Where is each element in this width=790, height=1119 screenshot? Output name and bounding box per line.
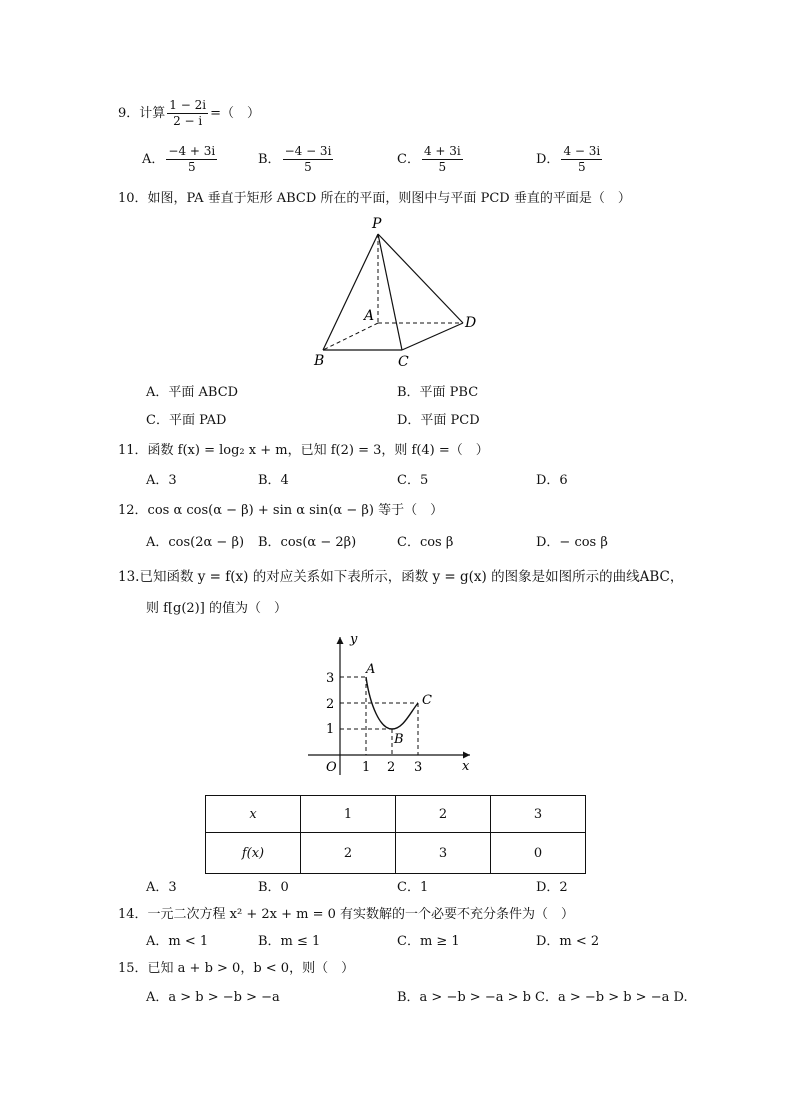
edge-cd — [402, 323, 463, 350]
q13-stem-line1: 13.已知函数 y = f(x) 的对应关系如下表所示，函数 y = g(x) 的图象是如图所示的曲线ABC， — [118, 569, 684, 585]
table-cell: 2 — [396, 796, 491, 833]
edge-pc — [378, 234, 402, 350]
q9-option-c-num: 4 + 3i — [423, 144, 461, 158]
q12-option-c[interactable]: C．cos β — [397, 535, 454, 550]
q9-option-d-label: D． — [536, 152, 560, 167]
vertex-b-label: B — [314, 353, 325, 369]
q9-option-c-label: C． — [397, 152, 420, 167]
q9-frac-num: 1 − 2i — [169, 98, 207, 112]
q9-option-a-num: −4 + 3i — [168, 144, 216, 158]
q11-stem: 11．函数 f(x) = log₂ x + m，已知 f(2) = 3，则 f(4) =（ ） — [118, 443, 489, 458]
y-axis-label: y — [350, 632, 358, 647]
q14-option-d[interactable]: D．m < 2 — [536, 934, 600, 949]
x-tick-1: 1 — [362, 760, 371, 775]
vertex-p-label: P — [372, 216, 382, 232]
vertex-c-label: C — [398, 354, 409, 370]
q15-option-b[interactable]: B．a > −b > −a > b — [397, 990, 531, 1005]
table-cell: 1 — [301, 796, 396, 833]
q9-frac-den: 2 − i — [173, 114, 203, 128]
q14-option-c[interactable]: C．m ≥ 1 — [397, 934, 460, 949]
table-cell: 0 — [491, 833, 586, 874]
vertex-d-label: D — [465, 315, 477, 331]
edge-ab — [323, 323, 378, 350]
q9-option-a-label: A． — [142, 152, 165, 167]
q9-prefix: 9．计算 — [118, 106, 166, 121]
edge-pd — [378, 234, 463, 323]
table-row — [206, 796, 586, 833]
table-cell: f(x) — [206, 833, 301, 874]
q14-option-a[interactable]: A．m < 1 — [146, 934, 209, 949]
q9-stem — [118, 98, 260, 129]
q10-option-c[interactable]: C．平面 PAD — [146, 413, 227, 428]
x-tick-2: 2 — [387, 760, 396, 775]
y-tick-1: 1 — [326, 722, 335, 737]
q9-option-d-den: 5 — [578, 160, 586, 174]
q13-stem-line2: 则 f[g(2)] 的值为（ ） — [146, 601, 287, 616]
q11-option-c[interactable]: C．5 — [397, 473, 429, 488]
table-cell: 3 — [491, 796, 586, 833]
q9-option-b[interactable] — [258, 144, 335, 175]
point-b-label: B — [394, 732, 404, 747]
q9-suffix: =（ ） — [210, 106, 260, 121]
q15-option-c[interactable]: C．a > −b > b > −a D. — [535, 990, 688, 1005]
table-row — [206, 833, 586, 874]
q13-value-table — [205, 795, 586, 874]
x-tick-3: 3 — [414, 760, 423, 775]
q10-stem: 10．如图，PA 垂直于矩形 ABCD 所在的平面，则图中与平面 PCD 垂直的平面是（ ） — [118, 191, 631, 206]
q15-option-a[interactable]: A．a > b > −b > −a — [146, 990, 280, 1005]
q9-option-d[interactable] — [536, 144, 604, 175]
q9-option-b-label: B． — [258, 152, 281, 167]
q9-option-a[interactable] — [142, 144, 219, 175]
q11-option-b[interactable]: B．4 — [258, 473, 289, 488]
vertex-a-label: A — [364, 308, 375, 324]
q12-option-a[interactable]: A．cos(2α − β) — [146, 535, 245, 550]
q9-option-a-den: 5 — [188, 160, 196, 174]
q13-option-a[interactable]: A．3 — [146, 880, 177, 895]
table-cell: 3 — [396, 833, 491, 874]
q13-function-graph — [300, 625, 490, 780]
table-cell: x — [206, 796, 301, 833]
q14-stem: 14．一元二次方程 x² + 2x + m = 0 有实数解的一个必要不充分条件为（ ） — [118, 907, 575, 922]
q9-option-b-num: −4 − 3i — [284, 144, 332, 158]
q11-option-d[interactable]: D．6 — [536, 473, 568, 488]
q12-option-d[interactable]: D．− cos β — [536, 535, 608, 550]
q14-option-b[interactable]: B．m ≤ 1 — [258, 934, 321, 949]
q9-option-b-den: 5 — [304, 160, 312, 174]
q12-option-b[interactable]: B．cos(α − 2β) — [258, 535, 357, 550]
q13-option-d[interactable]: D．2 — [536, 880, 568, 895]
q9-option-c-den: 5 — [438, 160, 447, 174]
point-c-label: C — [422, 693, 432, 708]
q12-stem: 12．cos α cos(α − β) + sin α sin(α − β) 等于（ ） — [118, 503, 444, 518]
q11-option-a[interactable]: A．3 — [146, 473, 177, 488]
y-tick-2: 2 — [326, 697, 335, 712]
q9-option-c[interactable] — [397, 144, 465, 175]
x-axis-label: x — [462, 759, 470, 774]
q9-option-d-num: 4 − 3i — [563, 144, 601, 158]
q10-pyramid-figure — [300, 210, 490, 370]
q13-option-c[interactable]: C．1 — [397, 880, 429, 895]
q9-fraction — [167, 98, 208, 129]
point-a-label: A — [366, 662, 376, 677]
edge-pb — [323, 234, 378, 350]
q15-stem: 15．已知 a + b > 0，b < 0，则（ ） — [118, 961, 355, 976]
q10-option-a[interactable]: A．平面 ABCD — [146, 385, 239, 400]
table-cell: 2 — [301, 833, 396, 874]
y-tick-3: 3 — [326, 671, 335, 686]
q13-option-b[interactable]: B．0 — [258, 880, 289, 895]
q10-option-d[interactable]: D．平面 PCD — [397, 413, 480, 428]
q10-option-b[interactable]: B．平面 PBC — [397, 385, 479, 400]
origin-label: O — [326, 760, 337, 775]
